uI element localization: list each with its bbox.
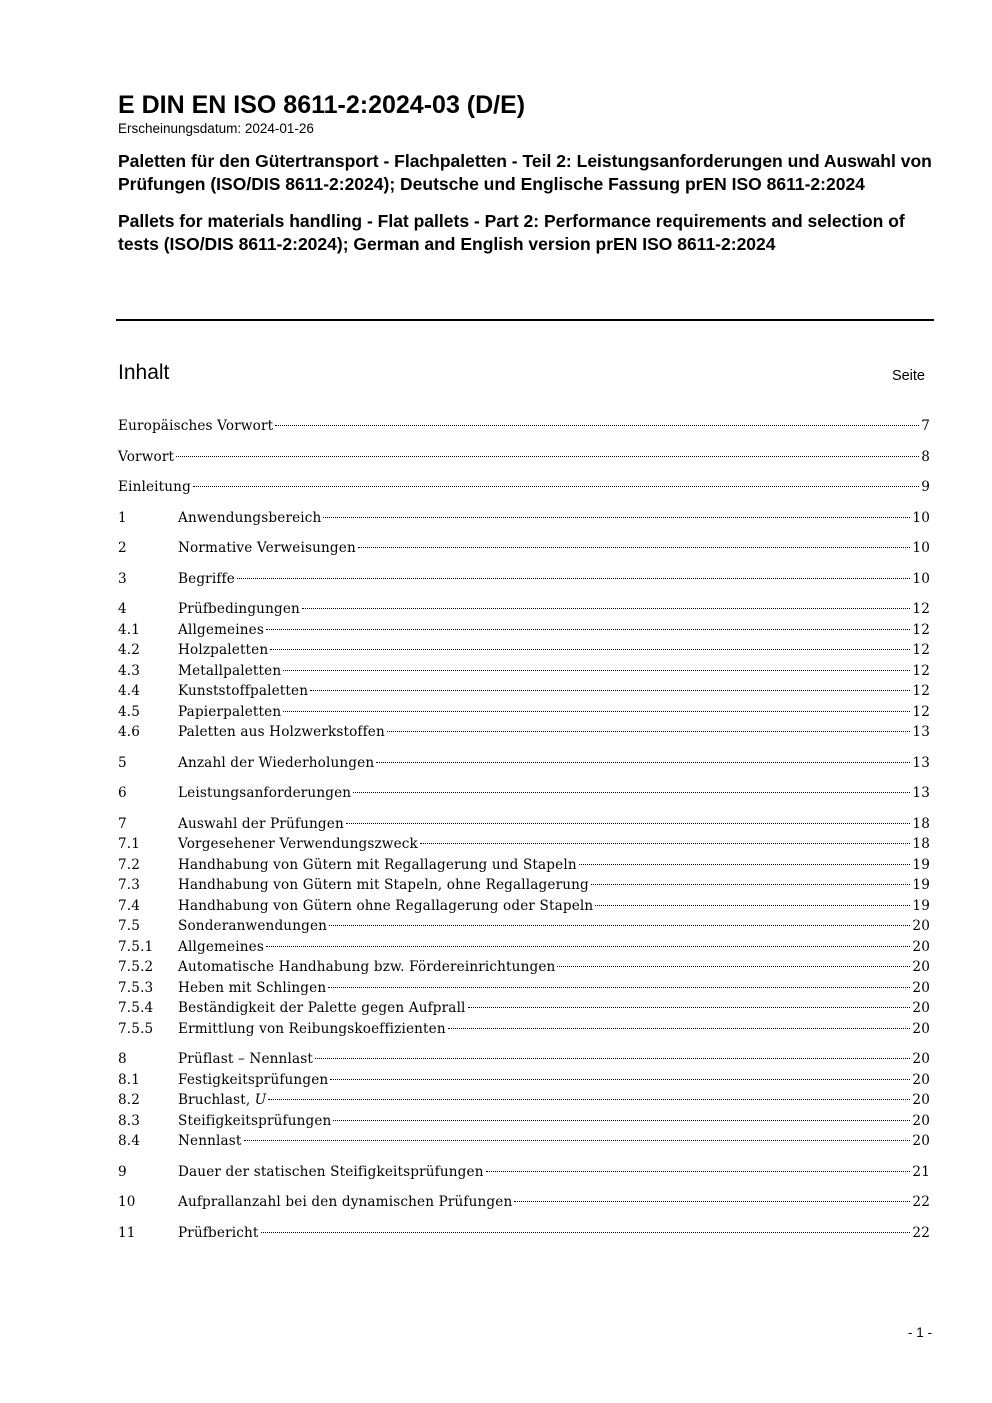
toc-entry-page: 12 <box>912 642 930 658</box>
toc-entry-number: 7.5 <box>118 918 141 934</box>
toc-entry[interactable] <box>118 569 930 590</box>
toc-dot-leader <box>266 946 910 947</box>
toc-entry-title: Vorwort <box>118 448 175 465</box>
toc-entry[interactable] <box>118 640 930 661</box>
toc-dot-leader <box>591 884 911 885</box>
toc-entry-title: Anwendungsbereich <box>178 509 322 526</box>
toc-entry-page: 13 <box>912 785 930 801</box>
toc-dot-leader <box>486 1171 911 1172</box>
toc-entry-number: 7.5.1 <box>118 938 154 955</box>
toc-entry-title: Vorgesehener Verwendungszweck <box>178 836 418 852</box>
toc-entry[interactable] <box>118 416 930 437</box>
toc-entry-page: 22 <box>912 1224 930 1241</box>
toc-entry[interactable] <box>118 661 930 682</box>
toc-entry-title: Anzahl der Wiederholungen <box>178 754 375 771</box>
toc-dot-leader <box>176 456 919 457</box>
toc-entry-number: 7.1 <box>118 836 141 852</box>
toc-entry[interactable] <box>118 1162 930 1183</box>
toc-dot-leader <box>302 608 910 609</box>
toc-dot-leader <box>328 987 910 988</box>
toc-dot-leader <box>346 823 911 824</box>
toc-entry-number: 8.1 <box>118 1071 141 1088</box>
toc-heading: Inhalt <box>118 361 170 384</box>
toc-entry-number: 10 <box>118 1194 136 1210</box>
toc-entry[interactable] <box>118 1090 930 1111</box>
toc-entry[interactable] <box>118 1192 930 1213</box>
toc-dot-leader <box>310 690 910 691</box>
toc-entry-number: 1 <box>118 509 127 526</box>
toc-dot-leader <box>261 1232 911 1233</box>
toc-entry-number: 4.6 <box>118 724 141 740</box>
toc-entry-number: 4 <box>118 601 127 617</box>
toc-entry-page: 7 <box>921 418 930 434</box>
toc-entry-number: 8.3 <box>118 1112 141 1129</box>
toc-entry-title: Leistungsanforderungen <box>178 785 352 801</box>
toc-entry-title: Handhabung von Gütern mit Stapeln, ohne Regallagerung <box>178 877 589 893</box>
toc-entry-page: 19 <box>912 897 930 914</box>
toc-entry-number: 4.2 <box>118 642 141 658</box>
toc-dot-leader <box>330 1079 910 1080</box>
toc-dot-leader <box>333 1120 910 1121</box>
toc-entry-page: 10 <box>912 509 930 526</box>
toc-entry[interactable] <box>118 508 930 529</box>
title-german: Paletten für den Gütertransport - Flachpaletten - Teil 2: Leistungsanforderungen und Auswahl von Prüfungen (ISO/DIS 8611-2:2024); Deutsche und Englische Fassung prEN ISO 8611-2:2024 <box>118 151 932 194</box>
toc-entry[interactable] <box>118 1111 930 1132</box>
toc-entry-page: 18 <box>912 815 930 832</box>
toc-dot-leader <box>420 843 910 844</box>
toc-entry-number: 4.4 <box>118 683 141 699</box>
toc-entry-page: 20 <box>912 1092 930 1108</box>
toc-entry[interactable] <box>118 477 930 498</box>
toc-entry-page: 12 <box>912 601 930 617</box>
toc-entry-number: 7.5.5 <box>118 1020 154 1037</box>
toc-page-column-label: Seite <box>891 368 925 384</box>
toc-entry-page: 10 <box>912 540 930 556</box>
toc-entry-title: Steifigkeitsprüfungen <box>178 1112 332 1129</box>
toc-dot-leader <box>448 1028 911 1029</box>
toc-entry-title: Automatische Handhabung bzw. Fördereinrichtungen <box>178 959 556 975</box>
toc-entry-page: 12 <box>912 703 930 720</box>
publication-date: Erscheinungsdatum: 2024-01-26 <box>118 121 314 136</box>
toc-entry[interactable] <box>118 599 930 620</box>
toc-dot-leader <box>376 762 910 763</box>
toc-entry-title: Handhabung von Gütern mit Regallagerung und Stapeln <box>178 856 577 873</box>
toc-entry-number: 11 <box>118 1224 136 1241</box>
toc-entry[interactable] <box>118 834 930 855</box>
toc-entry[interactable] <box>118 681 930 702</box>
toc-entry-title: Papierpaletten <box>178 703 282 720</box>
toc-entry[interactable] <box>118 1070 930 1091</box>
toc-dot-leader <box>266 629 910 630</box>
toc-entry-number: 2 <box>118 540 127 556</box>
toc-entry[interactable] <box>118 855 930 876</box>
toc-entry-number: 7.2 <box>118 856 141 873</box>
toc-entry-title: Bruchlast, U <box>178 1092 267 1108</box>
toc-entry-number: 7.5.3 <box>118 979 154 996</box>
toc-entry-page: 12 <box>912 621 930 638</box>
toc-dot-leader <box>237 578 911 579</box>
toc-entry[interactable] <box>118 1131 930 1152</box>
toc-entry[interactable] <box>118 875 930 896</box>
toc-dot-leader <box>358 547 911 548</box>
toc-dot-leader <box>283 711 910 712</box>
toc-dot-leader <box>315 1058 910 1059</box>
toc-entry-number: 9 <box>118 1163 127 1180</box>
toc-entry-page: 20 <box>912 1071 930 1088</box>
toc-entry-number: 4.3 <box>118 662 141 679</box>
toc-entry-page: 22 <box>912 1194 930 1210</box>
toc-entry-title: Dauer der statischen Steifigkeitsprüfungen <box>178 1163 484 1180</box>
toc-entry[interactable] <box>118 1223 930 1244</box>
toc-dot-leader <box>270 649 910 650</box>
toc-entry-page: 20 <box>912 1133 930 1149</box>
toc-entry-number: 8 <box>118 1051 127 1067</box>
toc-entry-number: 5 <box>118 754 127 771</box>
toc-entry-number: 7.5.2 <box>118 959 154 975</box>
toc-entry-number: 8.4 <box>118 1133 141 1149</box>
toc-entry-page: 10 <box>912 570 930 587</box>
toc-entry[interactable] <box>118 783 930 804</box>
toc-dot-leader <box>323 517 910 518</box>
toc-entry[interactable] <box>118 814 930 835</box>
toc-entry-page: 20 <box>912 1112 930 1129</box>
header-divider <box>116 319 934 321</box>
toc-entry-number: 4.5 <box>118 703 141 720</box>
toc-entry[interactable] <box>118 957 930 978</box>
toc-entry[interactable] <box>118 1049 930 1070</box>
toc-entry[interactable] <box>118 916 930 937</box>
toc-entry-title: Heben mit Schlingen <box>178 979 327 996</box>
toc-entry-title: Holzpaletten <box>178 642 269 658</box>
toc-dot-leader <box>353 792 910 793</box>
toc-entry-page: 8 <box>921 448 930 465</box>
toc-dot-leader <box>193 486 919 487</box>
toc-entry-title: Prüfbericht <box>178 1224 259 1241</box>
toc-dot-leader <box>557 966 910 967</box>
toc-dot-leader <box>514 1201 910 1202</box>
toc-entry-page: 20 <box>912 938 930 955</box>
toc-entry-title: Aufprallanzahl bei den dynamischen Prüfungen <box>178 1194 513 1210</box>
toc-entry-page: 18 <box>912 836 930 852</box>
toc-entry-page: 9 <box>921 479 930 495</box>
toc-entry-title: Kunststoffpaletten <box>178 683 309 699</box>
toc-entry-number: 4.1 <box>118 621 141 638</box>
toc-entry[interactable] <box>118 538 930 559</box>
toc-entry-title: Metallpaletten <box>178 662 282 679</box>
toc-dot-leader <box>268 1099 910 1100</box>
toc-entry-title: Allgemeines <box>178 621 264 638</box>
toc-entry-title: Prüflast – Nennlast <box>178 1051 313 1067</box>
toc-entry[interactable] <box>118 620 930 641</box>
toc-entry-title: Handhabung von Gütern ohne Regallagerung oder Stapeln <box>178 897 594 914</box>
toc-entry-number: 7.3 <box>118 877 141 893</box>
toc-entry[interactable] <box>118 998 930 1019</box>
toc-entry-page: 13 <box>912 754 930 771</box>
toc-entry-title: Nennlast <box>178 1133 242 1149</box>
toc-dot-leader <box>244 1140 911 1141</box>
toc-entry-page: 12 <box>912 662 930 679</box>
toc-entry-page: 20 <box>912 979 930 996</box>
toc-entry-page: 13 <box>912 724 930 740</box>
toc-entry-title: Prüfbedingungen <box>178 601 300 617</box>
toc-entry-title: Paletten aus Holzwerkstoffen <box>178 724 385 740</box>
toc-entry-title: Einleitung <box>118 479 191 495</box>
toc-entry-page: 20 <box>912 1020 930 1037</box>
toc-entry[interactable] <box>118 978 930 999</box>
toc-entry-title: Europäisches Vorwort <box>118 418 274 434</box>
toc-entry-page: 20 <box>912 959 930 975</box>
toc-entry[interactable] <box>118 753 930 774</box>
toc-entry-page: 19 <box>912 877 930 893</box>
toc-entry-page: 19 <box>912 856 930 873</box>
document-header <box>118 90 933 256</box>
toc-entry-page: 12 <box>912 683 930 699</box>
toc-entry-title: Auswahl der Prüfungen <box>178 815 344 832</box>
title-english: Pallets for materials handling - Flat pallets - Part 2: Performance requirements and selection of tests (ISO/DIS 8611-2:2024); German and English version prEN ISO 8611-2:2024 <box>118 211 905 254</box>
toc-entry-number: 7.5.4 <box>118 1000 154 1016</box>
footer-page-number: - 1 - <box>907 1325 932 1340</box>
toc-dot-leader <box>387 731 911 732</box>
toc-dot-leader <box>275 425 919 426</box>
toc-entry-page: 21 <box>912 1163 930 1180</box>
toc-entry[interactable] <box>118 1019 930 1040</box>
toc-dot-leader <box>595 905 910 906</box>
toc-entry[interactable] <box>118 722 930 743</box>
toc-entry-title: Allgemeines <box>178 938 264 955</box>
toc-entry-number: 7 <box>118 815 127 832</box>
toc-entry-number: 6 <box>118 785 127 801</box>
toc-entry-number: 3 <box>118 570 127 587</box>
toc-entry-number: 7.4 <box>118 897 141 914</box>
toc-entry-title: Sonderanwendungen <box>178 918 328 934</box>
toc-entry-title: Begriffe <box>178 570 235 587</box>
toc-entry-title: Beständigkeit der Palette gegen Aufprall <box>178 1000 466 1016</box>
toc-dot-leader <box>329 925 910 926</box>
toc-dot-leader <box>579 864 911 865</box>
document-id: E DIN EN ISO 8611-2:2024-03 (D/E) <box>118 91 526 119</box>
toc-entry-page: 20 <box>912 1000 930 1016</box>
toc-entry-page: 20 <box>912 1051 930 1067</box>
table-of-contents <box>118 416 930 1243</box>
toc-entry-title: Festigkeitsprüfungen <box>178 1071 329 1088</box>
toc-entry[interactable] <box>118 702 930 723</box>
toc-entry[interactable] <box>118 937 930 958</box>
toc-entry-title: Normative Verweisungen <box>178 540 356 556</box>
toc-entry[interactable] <box>118 896 930 917</box>
toc-entry[interactable] <box>118 447 930 468</box>
toc-entry-number: 8.2 <box>118 1092 141 1108</box>
toc-dot-leader <box>468 1007 911 1008</box>
toc-entry-title: Ermittlung von Reibungskoeffizienten <box>178 1020 446 1037</box>
toc-entry-page: 20 <box>912 918 930 934</box>
toc-dot-leader <box>283 670 910 671</box>
